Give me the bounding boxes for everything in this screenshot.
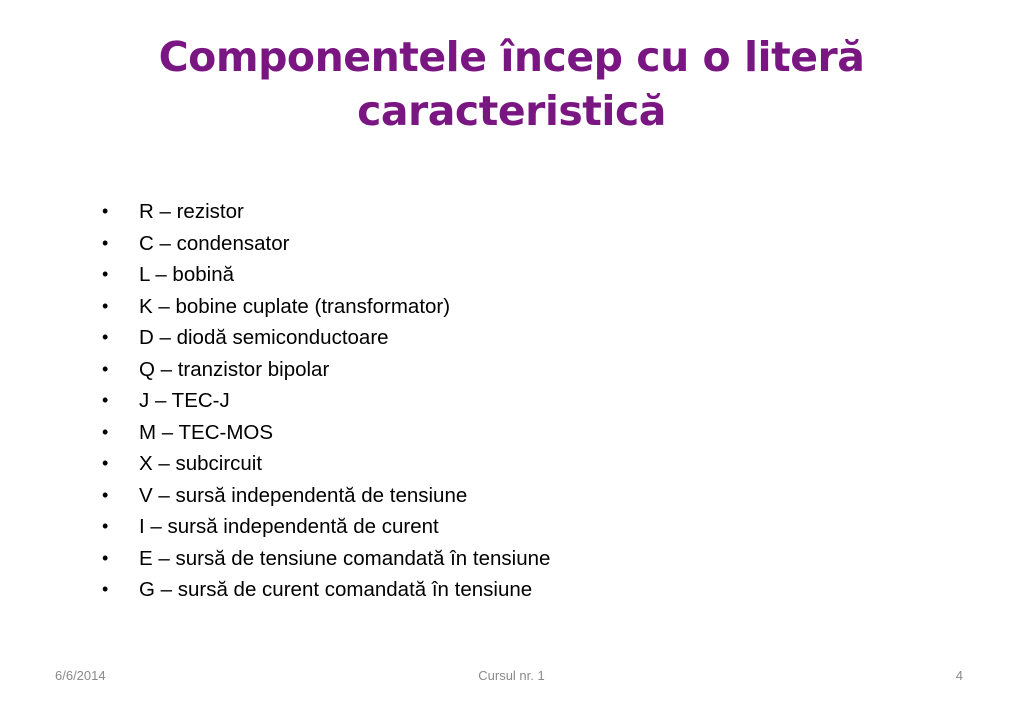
list-item-text: E – sursă de tensiune comandată în tensiune — [139, 546, 551, 570]
list-item-text: K – bobine cuplate (transformator) — [139, 294, 451, 318]
list-item-text: M – TEC-MOS — [139, 420, 274, 444]
bullet-icon: • — [102, 579, 109, 599]
list-item — [100, 480, 550, 512]
list-item — [100, 385, 550, 417]
footer-page-number: 4 — [955, 668, 963, 683]
bullet-icon: • — [102, 232, 109, 253]
list-item — [100, 196, 550, 228]
list-item — [100, 511, 550, 543]
bullet-icon: • — [102, 201, 109, 221]
list-item-text: D – diodă semiconductoare — [139, 326, 389, 349]
title-line-2: caracteristică — [357, 87, 666, 135]
bullet-icon: • — [102, 390, 109, 410]
list-item-text: V – sursă independentă de tensiune — [139, 483, 468, 507]
bullet-icon: • — [102, 516, 109, 536]
list-item — [100, 543, 550, 575]
list-item-text: J – TEC-J — [139, 389, 230, 412]
bullet-icon: • — [102, 547, 109, 568]
list-item-text: I – sursă independentă de curent — [139, 515, 439, 538]
list-item-text: L – bobină — [139, 263, 234, 286]
list-item-text: G – sursă de curent comandată în tensiune — [139, 578, 533, 601]
list-item — [100, 259, 550, 291]
list-item — [100, 354, 550, 386]
bullet-icon: • — [102, 327, 109, 347]
list-item — [100, 417, 550, 449]
list-item — [100, 448, 550, 480]
list-item-text: C – condensator — [139, 231, 290, 255]
bullet-icon: • — [102, 484, 109, 505]
bullet-icon: • — [102, 453, 109, 473]
footer-course: Cursul nr. 1 — [478, 668, 545, 683]
bullet-icon: • — [102, 358, 109, 379]
footer-date: 6/6/2014 — [55, 668, 106, 683]
bullet-icon: • — [102, 421, 109, 442]
list-item-text: Q – tranzistor bipolar — [139, 357, 330, 381]
title-line-1: Componentele încep cu o literă — [158, 33, 865, 81]
list-item-text: R – rezistor — [139, 200, 244, 223]
list-item — [100, 228, 550, 260]
list-item — [100, 322, 550, 354]
bullet-list — [100, 196, 550, 606]
slide-title — [60, 30, 963, 138]
list-item-text: X – subcircuit — [139, 452, 263, 475]
bullet-icon: • — [102, 264, 109, 284]
list-item — [100, 574, 550, 606]
bullet-icon: • — [102, 295, 109, 316]
list-item — [100, 291, 550, 323]
